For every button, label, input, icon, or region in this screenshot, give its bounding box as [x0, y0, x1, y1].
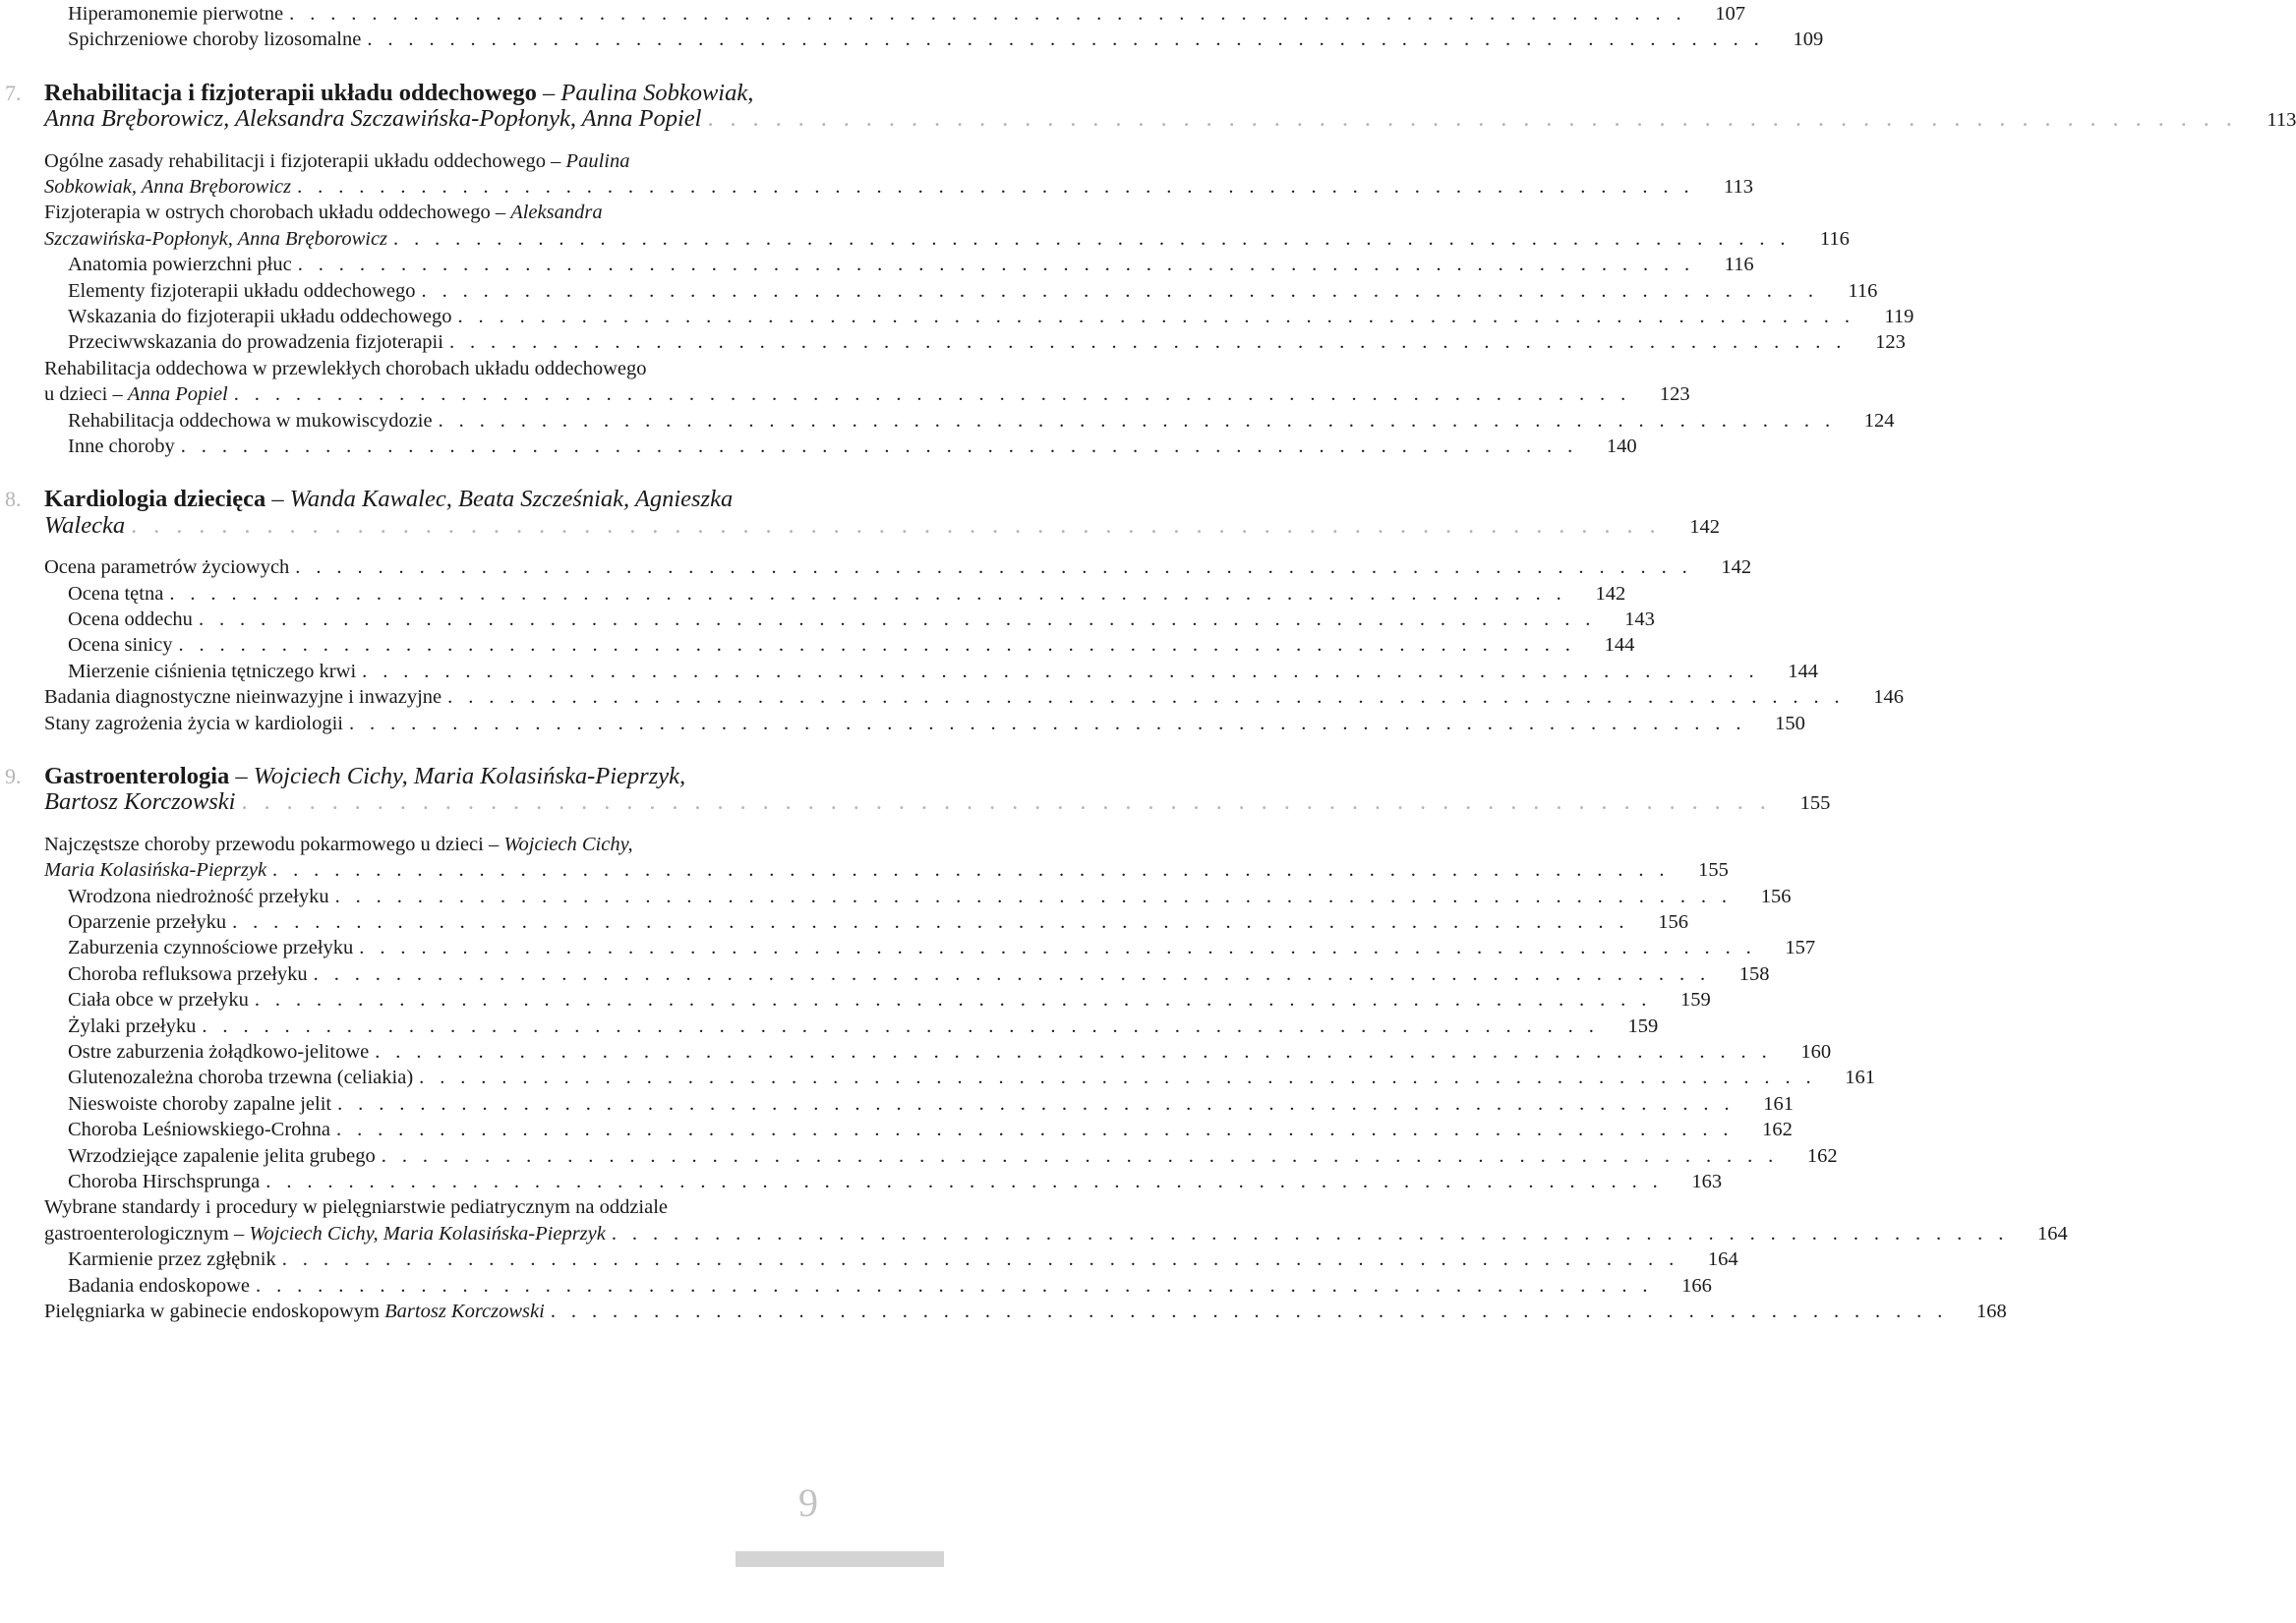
dot-leader: . . . . . . . . . . . . . . . . . . . . . . . . . . . . . . . . . . . . . . . . . . . . . . . . . . . . . . . . . . . . . . . . . . . .	[550, 1301, 1948, 1322]
toc-entry	[0, 607, 1655, 630]
toc-title: Stany zagrożenia życia w kardiologii	[44, 712, 343, 734]
toc-title	[44, 200, 603, 225]
dot-leader: . . . . . . . . . . . . . . . . . . . . . . . . . . . . . . . . . . . . . . . . . . . . . . . . . . . . . . . . . . . . . . . . . . . .	[707, 105, 2238, 133]
toc-line	[44, 764, 891, 789]
toc-title: Ostre zaburzenia żołądkowo-jelitowe	[68, 1041, 370, 1063]
toc-title	[44, 789, 235, 815]
dot-leader: . . . . . . . . . . . . . . . . . . . . . . . . . . . . . . . . . . . . . . . . . . . . . . . . . . . . . . . . . . . . . . . . . . . .	[297, 175, 1694, 198]
toc-title-part: –	[265, 486, 290, 513]
toc-title: Inne choroby	[68, 435, 175, 457]
toc-page-number: 158	[1738, 962, 1770, 985]
toc-title-part: Najczęstsze choroby przewodu pokarmowego u dzieci –	[44, 833, 504, 855]
toc-line	[68, 935, 1816, 960]
toc-title	[44, 1299, 545, 1324]
toc-authors: Anna Popiel	[127, 383, 228, 406]
toc-title	[44, 381, 228, 407]
toc-authors: Bartosz Korczowski	[384, 1301, 545, 1322]
toc-title: Przeciwwskazania do prowadzenia fizjoterapii	[68, 331, 443, 354]
dot-leader: . . . . . . . . . . . . . . . . . . . . . . . . . . . . . . . . . . . . . . . . . . . . . . . . . . . . . . . . . . . . . . . . . . . .	[131, 511, 1661, 539]
toc-page-number: 142	[1721, 556, 1752, 579]
toc-line	[44, 832, 891, 857]
dot-leader: . . . . . . . . . . . . . . . . . . . . . . . . . . . . . . . . . . . . . . . . . . . . . . . . . . . . . . . . . . . . . . . . . . . .	[198, 609, 1596, 630]
toc-line	[68, 1065, 1876, 1090]
toc-page-number: 162	[1806, 1144, 1838, 1167]
toc-title: Ocena parametrów życiowych	[44, 556, 290, 579]
toc-title: Wrodzona niedrożność przełyku	[68, 885, 329, 907]
toc-line	[44, 554, 1752, 580]
toc-title	[44, 226, 387, 252]
toc-title: Oparzenie przełyku	[68, 911, 227, 933]
toc-title	[44, 857, 266, 883]
dot-leader: . . . . . . . . . . . . . . . . . . . . . . . . . . . . . . . . . . . . . . . . . . . . . . . . . . . . . . . . . . . . . . . . . . . .	[359, 937, 1757, 959]
toc-entry	[0, 1091, 1794, 1115]
toc-page-number: 156	[1760, 885, 1792, 907]
toc-title: Wskazania do fizjoterapii układu oddechowego	[68, 306, 452, 327]
toc-page-number: 155	[1698, 859, 1729, 882]
toc-line	[44, 711, 1805, 736]
toc-authors: Paulina Sobkowiak,	[560, 79, 754, 106]
dot-leader: . . . . . . . . . . . . . . . . . . . . . . . . . . . . . . . . . . . . . . . . . . . . . . . . . . . . . . . . . . . . . . . . . . . .	[421, 279, 1819, 302]
toc-chapter-title: Rehabilitacja i fizjoterapii układu oddechowego	[44, 79, 537, 106]
toc-title	[44, 174, 291, 200]
toc-line	[68, 304, 1914, 329]
toc-line	[68, 329, 1906, 355]
toc-line	[44, 356, 891, 381]
chapter-number: 9.	[5, 764, 22, 788]
toc-line	[44, 148, 891, 174]
toc-title	[44, 513, 125, 539]
toc-page-number: 168	[1975, 1301, 2007, 1322]
toc-authors: Walecka	[44, 511, 126, 539]
toc-title: Hiperamonemie pierwotne	[68, 3, 284, 25]
toc-entry	[0, 329, 1906, 354]
toc-authors: Wojciech Cichy, Maria Kolasińska-Pieprzyk	[249, 1222, 606, 1245]
toc-line	[44, 174, 1753, 200]
dot-leader: . . . . . . . . . . . . . . . . . . . . . . . . . . . . . . . . . . . . . . . . . . . . . . . . . . . . . . . . . . . . . . . . . . . .	[438, 409, 1836, 432]
toc-title: Zaburzenia czynnościowe przełyku	[68, 937, 354, 959]
toc-page-number: 116	[1848, 279, 1878, 302]
toc-title: Choroba Hirschsprunga	[68, 1171, 261, 1192]
toc-page-number: 140	[1606, 435, 1637, 457]
toc-entry	[0, 832, 1729, 882]
toc-entry	[0, 434, 1637, 457]
toc-line	[68, 1143, 1838, 1169]
toc-page-number: 164	[1707, 1248, 1738, 1271]
toc-title: Rehabilitacja oddechowa w mukowiscydozie	[68, 409, 433, 432]
toc-line	[68, 434, 1637, 459]
toc-title	[44, 81, 753, 106]
toc-title: Elementy fizjoterapii układu oddechowego	[68, 279, 416, 302]
toc-entry	[0, 1, 1746, 25]
toc-line	[68, 987, 1711, 1013]
toc-line	[44, 105, 2296, 133]
dot-leader: . . . . . . . . . . . . . . . . . . . . . . . . . . . . . . . . . . . . . . . . . . . . . . . . . . . . . . . . . . . . . . . . . . . .	[367, 29, 1765, 51]
dot-leader: . . . . . . . . . . . . . . . . . . . . . . . . . . . . . . . . . . . . . . . . . . . . . . . . . . . . . . . . . . . . . . . . . . . .	[178, 634, 1576, 657]
toc-page-number: 157	[1785, 937, 1816, 959]
toc-page-number: 113	[2267, 109, 2296, 132]
toc-entry	[0, 1299, 2007, 1322]
toc-title: Choroba Leśniowskiego-Crohna	[68, 1119, 331, 1141]
toc-line	[44, 511, 1720, 539]
dot-leader: . . . . . . . . . . . . . . . . . . . . . . . . . . . . . . . . . . . . . . . . . . . . . . . . . . . . . . . . . . . . . . . . . . . .	[265, 1171, 1664, 1192]
toc-authors: Szczawińska-Popłonyk, Anna Bręborowicz	[44, 227, 388, 250]
toc-entry	[0, 27, 1824, 51]
toc-line	[44, 684, 1905, 710]
toc-entry	[0, 1065, 1876, 1089]
toc-title: Ocena sinicy	[68, 634, 173, 657]
toc-entry	[0, 278, 1878, 302]
toc-authors: Wojciech Cichy, Maria Kolasińska-Pieprzyk,	[253, 763, 686, 789]
toc-page-number: 116	[1819, 227, 1850, 250]
toc-line	[68, 1273, 1712, 1299]
toc-page-number: 159	[1627, 1014, 1659, 1037]
toc-line	[68, 961, 1770, 987]
dot-leader: . . . . . . . . . . . . . . . . . . . . . . . . . . . . . . . . . . . . . . . . . . . . . . . . . . . . . . . . . . . . . . . . . . . .	[334, 885, 1733, 907]
toc-title	[44, 106, 701, 132]
toc-line	[68, 278, 1878, 304]
toc-title: Ciała obce w przełyku	[68, 989, 249, 1012]
toc-title: Spichrzeniowe choroby lizosomalne	[68, 29, 362, 51]
toc-page-number: 150	[1775, 712, 1805, 734]
toc-line	[44, 1194, 891, 1220]
toc-entry	[0, 711, 1805, 734]
toc-entry	[0, 1273, 1712, 1297]
dot-leader: . . . . . . . . . . . . . . . . . . . . . . . . . . . . . . . . . . . . . . . . . . . . . . . . . . . . . . . . . . . . . . . . . . . .	[202, 1014, 1600, 1037]
toc-title: Ocena oddechu	[68, 609, 193, 630]
dot-leader: . . . . . . . . . . . . . . . . . . . . . . . . . . . . . . . . . . . . . . . . . . . . . . . . . . . . . . . . . . . . . . . . . . . .	[393, 227, 1791, 250]
toc-page-number: 116	[1724, 254, 1754, 276]
toc-page-number: 163	[1691, 1171, 1723, 1192]
dot-leader: . . . . . . . . . . . . . . . . . . . . . . . . . . . . . . . . . . . . . . . . . . . . . . . . . . . . . . . . . . . . . . . . . . . .	[232, 911, 1629, 933]
toc-entry	[0, 1117, 1793, 1141]
toc-title	[44, 1221, 606, 1246]
toc-entry	[0, 304, 1914, 327]
toc-entry	[0, 1194, 2068, 1245]
toc-chapter-title: Kardiologia dziecięca	[44, 486, 266, 513]
toc-entry	[0, 909, 1688, 933]
toc-entry	[0, 987, 1711, 1012]
dot-leader: . . . . . . . . . . . . . . . . . . . . . . . . . . . . . . . . . . . . . . . . . . . . . . . . . . . . . . . . . . . . . . . . . . . .	[419, 1067, 1817, 1089]
toc-line	[44, 81, 891, 106]
toc-line	[68, 1014, 1659, 1039]
dot-leader: . . . . . . . . . . . . . . . . . . . . . . . . . . . . . . . . . . . . . . . . . . . . . . . . . . . . . . . . . . . . . . . . . . . .	[297, 254, 1695, 276]
toc-page-number: 156	[1658, 911, 1688, 933]
toc-title	[44, 1194, 668, 1220]
toc-page-number: 143	[1624, 609, 1655, 630]
toc-entry	[0, 684, 1905, 709]
toc-title-part: Fizjoterapia w ostrych chorobach układu oddechowego –	[44, 202, 511, 224]
toc-line	[68, 884, 1792, 909]
toc-title: Nieswoiste choroby zapalne jelit	[68, 1092, 332, 1115]
toc-title: Żylaki przełyku	[68, 1014, 197, 1037]
toc-authors: Maria Kolasińska-Pieprzyk	[44, 859, 267, 882]
dot-leader: . . . . . . . . . . . . . . . . . . . . . . . . . . . . . . . . . . . . . . . . . . . . . . . . . . . . . . . . . . . . . . . . . . . .	[447, 686, 1846, 709]
toc-entry	[0, 148, 1753, 198]
toc-title-part: Rehabilitacja oddechowa w przewlekłych chorobach układu oddechowego	[44, 357, 647, 379]
dot-leader: . . . . . . . . . . . . . . . . . . . . . . . . . . . . . . . . . . . . . . . . . . . . . . . . . . . . . . . . . . . . . . . . . . . .	[272, 859, 1670, 882]
toc-line	[68, 252, 1754, 277]
toc-authors: Paulina	[565, 149, 630, 172]
toc-line	[68, 27, 1824, 52]
toc-line	[68, 1039, 1832, 1065]
dot-leader: . . . . . . . . . . . . . . . . . . . . . . . . . . . . . . . . . . . . . . . . . . . . . . . . . . . . . . . . . . . . . . . . . . . .	[180, 435, 1578, 457]
dot-leader: . . . . . . . . . . . . . . . . . . . . . . . . . . . . . . . . . . . . . . . . . . . . . . . . . . . . . . . . . . . . . . . . . . . .	[336, 1119, 1734, 1141]
toc-line	[68, 1091, 1794, 1117]
toc-line	[44, 200, 891, 225]
toc-line	[68, 607, 1655, 632]
toc-title	[44, 832, 633, 857]
chapter-number: 8.	[5, 487, 22, 512]
toc-title: Anatomia powierzchni płuc	[68, 254, 292, 276]
toc-title: Wrzodziejące zapalenie jelita grubego	[68, 1144, 376, 1167]
toc-entry	[0, 632, 1635, 657]
toc-title-part: gastroenterologicznym –	[44, 1222, 250, 1245]
dot-leader: . . . . . . . . . . . . . . . . . . . . . . . . . . . . . . . . . . . . . . . . . . . . . . . . . . . . . . . . . . . . . . . . . . . .	[337, 1092, 1735, 1115]
toc-page-number: 161	[1845, 1067, 1876, 1089]
toc-page-number: 144	[1604, 634, 1635, 657]
chapter-number: 7.	[5, 80, 22, 105]
toc-line	[44, 788, 1831, 816]
toc-page-number: 123	[1875, 331, 1906, 354]
page-footer-bar	[736, 1551, 944, 1567]
toc-line	[68, 1169, 1723, 1194]
toc-page-number: 142	[1595, 582, 1626, 605]
toc-entry	[0, 961, 1770, 985]
toc-page-number: 161	[1763, 1092, 1794, 1115]
toc-entry	[0, 554, 1752, 579]
toc-page-number: 113	[1723, 175, 1753, 198]
toc-page-number: 159	[1679, 989, 1711, 1012]
toc-title: Mierzenie ciśnienia tętniczego krwi	[68, 660, 357, 682]
toc-line	[68, 1, 1746, 27]
toc-title: Choroba refluksowa przełyku	[68, 962, 308, 985]
toc-line	[44, 857, 1729, 883]
toc-line	[68, 581, 1626, 607]
toc-title	[44, 356, 647, 381]
dot-leader: . . . . . . . . . . . . . . . . . . . . . . . . . . . . . . . . . . . . . . . . . . . . . . . . . . . . . . . . . . . . . . . . . . . .	[313, 962, 1711, 985]
toc-authors: Bartosz Korczowski	[44, 788, 236, 816]
toc-authors: Wanda Kawalec, Beata Szcześniak, Agnieszka	[289, 486, 734, 513]
dot-leader: . . . . . . . . . . . . . . . . . . . . . . . . . . . . . . . . . . . . . . . . . . . . . . . . . . . . . . . . . . . . . . . . . . . .	[295, 556, 1693, 579]
toc-entry	[0, 356, 1690, 406]
dot-leader: . . . . . . . . . . . . . . . . . . . . . . . . . . . . . . . . . . . . . . . . . . . . . . . . . . . . . . . . . . . . . . . . . . . .	[448, 331, 1847, 354]
toc-entry	[0, 1039, 1832, 1063]
toc-page-number: 166	[1681, 1274, 1712, 1297]
toc-page-number: 119	[1884, 306, 1914, 327]
toc-page-number: 107	[1715, 3, 1746, 25]
toc-chapter-title: Gastroenterologia	[44, 763, 230, 789]
toc-title-part: Ogólne zasady rehabilitacji i fizjoterapii układu oddechowego –	[44, 149, 566, 172]
dot-leader: . . . . . . . . . . . . . . . . . . . . . . . . . . . . . . . . . . . . . . . . . . . . . . . . . . . . . . . . . . . . . . . . . . . .	[348, 712, 1746, 734]
toc-line	[68, 632, 1635, 658]
toc-entry	[0, 200, 1850, 250]
toc-entry	[0, 408, 1895, 432]
toc-entry	[0, 1143, 1838, 1167]
dot-leader: . . . . . . . . . . . . . . . . . . . . . . . . . . . . . . . . . . . . . . . . . . . . . . . . . . . . . . . . . . . . . . . . . . . .	[289, 3, 1687, 25]
toc-chapter	[0, 486, 1720, 539]
toc-authors: Sobkowiak, Anna Bręborowicz	[44, 175, 292, 198]
toc-line	[68, 659, 1819, 684]
toc-entry	[0, 935, 1816, 959]
toc-title-part: Pielęgniarka w gabinecie endoskopowym	[44, 1301, 385, 1322]
toc-authors: Anna Bręborowicz, Aleksandra Szczawińska-Popłonyk, Anna Popiel	[44, 105, 702, 133]
toc-line	[68, 909, 1688, 935]
toc-page-number: 155	[1799, 792, 1831, 815]
toc-title-part: u dzieci –	[44, 383, 128, 406]
toc-title: Badania diagnostyczne nieinwazyjne i inwazyjne	[44, 686, 442, 709]
toc-authors: Wojciech Cichy,	[503, 833, 633, 855]
toc-authors: Aleksandra	[510, 202, 603, 224]
dot-leader: . . . . . . . . . . . . . . . . . . . . . . . . . . . . . . . . . . . . . . . . . . . . . . . . . . . . . . . . . . . . . . . . . . . .	[362, 660, 1760, 682]
toc-title: Ocena tętna	[68, 582, 164, 605]
toc-entry	[0, 1169, 1723, 1192]
toc-line	[44, 226, 1850, 252]
toc-entry	[0, 1246, 1738, 1271]
toc-page-number: 164	[2036, 1222, 2068, 1245]
toc-line	[68, 1246, 1738, 1272]
page-number: 9	[798, 1480, 818, 1525]
toc-title-part: Wybrane standardy i procedury w pielęgniarstwie pediatrycznym na oddziale	[44, 1196, 669, 1219]
toc-line	[44, 487, 891, 512]
toc-line	[68, 1117, 1793, 1142]
toc-title	[44, 148, 629, 174]
toc-chapter	[0, 79, 2296, 133]
toc-entry	[0, 581, 1626, 605]
toc-page-number: 109	[1793, 29, 1824, 51]
dot-leader: . . . . . . . . . . . . . . . . . . . . . . . . . . . . . . . . . . . . . . . . . . . . . . . . . . . . . . . . . . . . . . . . . . . .	[611, 1222, 2009, 1245]
toc-entry	[0, 252, 1754, 276]
dot-leader: . . . . . . . . . . . . . . . . . . . . . . . . . . . . . . . . . . . . . . . . . . . . . . . . . . . . . . . . . . . . . . . . . . . .	[375, 1041, 1773, 1063]
dot-leader: . . . . . . . . . . . . . . . . . . . . . . . . . . . . . . . . . . . . . . . . . . . . . . . . . . . . . . . . . . . . . . . . . . . .	[281, 1248, 1679, 1271]
toc-entry	[0, 884, 1792, 907]
toc-title	[44, 764, 685, 789]
toc-entry	[0, 659, 1819, 682]
toc-page-number: 124	[1863, 409, 1895, 432]
toc-title-part: –	[536, 79, 561, 106]
toc-page-number: 142	[1689, 515, 1720, 538]
toc-chapter	[0, 763, 1831, 816]
toc-line	[68, 408, 1895, 434]
toc-title: Glutenozależna choroba trzewna (celiakia)	[68, 1067, 414, 1089]
dot-leader: . . . . . . . . . . . . . . . . . . . . . . . . . . . . . . . . . . . . . . . . . . . . . . . . . . . . . . . . . . . . . . . . . . . .	[381, 1144, 1779, 1167]
toc-title: Badania endoskopowe	[68, 1274, 251, 1297]
toc-title: Karmienie przez zgłębnik	[68, 1248, 276, 1271]
toc-line	[44, 1221, 2068, 1246]
toc-title	[44, 487, 733, 512]
dot-leader: . . . . . . . . . . . . . . . . . . . . . . . . . . . . . . . . . . . . . . . . . . . . . . . . . . . . . . . . . . . . . . . . . . . .	[256, 1274, 1653, 1297]
dot-leader: . . . . . . . . . . . . . . . . . . . . . . . . . . . . . . . . . . . . . . . . . . . . . . . . . . . . . . . . . . . . . . . . . . . .	[169, 582, 1567, 605]
toc-page-number: 123	[1659, 383, 1690, 406]
toc-page-number: 162	[1762, 1119, 1793, 1141]
toc-line	[44, 381, 1690, 407]
toc-page-number: 144	[1788, 660, 1819, 682]
dot-leader: . . . . . . . . . . . . . . . . . . . . . . . . . . . . . . . . . . . . . . . . . . . . . . . . . . . . . . . . . . . . . . . . . . . .	[241, 788, 1772, 816]
dot-leader: . . . . . . . . . . . . . . . . . . . . . . . . . . . . . . . . . . . . . . . . . . . . . . . . . . . . . . . . . . . . . . . . . . . .	[457, 306, 1855, 327]
toc-line	[44, 1299, 2007, 1324]
toc-page-number: 160	[1800, 1041, 1832, 1063]
toc-page-number: 146	[1873, 686, 1905, 709]
toc-title-part: –	[229, 763, 254, 789]
dot-leader: . . . . . . . . . . . . . . . . . . . . . . . . . . . . . . . . . . . . . . . . . . . . . . . . . . . . . . . . . . . . . . . . . . . .	[233, 383, 1631, 406]
dot-leader: . . . . . . . . . . . . . . . . . . . . . . . . . . . . . . . . . . . . . . . . . . . . . . . . . . . . . . . . . . . . . . . . . . . .	[254, 989, 1652, 1012]
